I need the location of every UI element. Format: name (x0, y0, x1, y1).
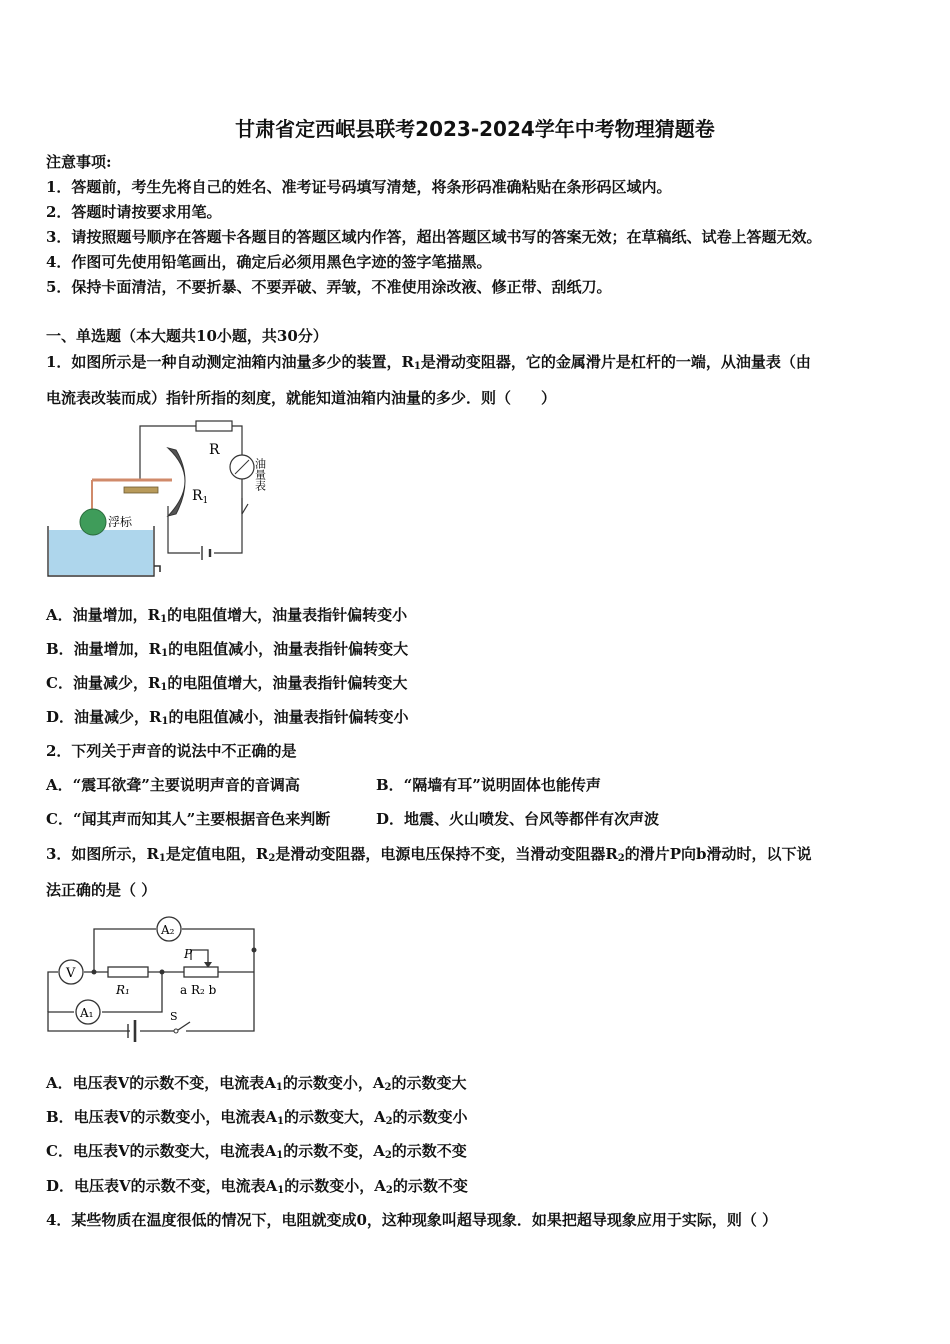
notice-item: 2．答题时请按要求用笔。 (46, 203, 222, 221)
svg-text:V: V (66, 966, 76, 981)
section-heading: 一、单选题（本大题共10小题，共30分） (46, 327, 328, 345)
q1-option-b: B．油量增加，$R_1$的电阻值减小，油量表指针偏转变大 (46, 640, 409, 659)
q2-option-a: A．“震耳欲聋”主要说明声音的音调高 (46, 776, 300, 794)
q1-option-c: C．油量减少，$R_1$的电阻值增大，油量表指针偏转变大 (46, 674, 408, 693)
notice-item: 5．保持卡面清洁，不要折暴、不要弄破、弄皱，不准使用涂改液、修正带、刮纸刀。 (46, 278, 612, 296)
q3-circuit-diagram (44, 912, 264, 1054)
svg-text:A₁: A₁ (80, 1006, 94, 1020)
q1-option-a: A．油量增加，$R_1$的电阻值增大，油量表指针偏转变小 (46, 606, 408, 625)
notice-heading: 注意事项: (46, 153, 112, 171)
notice-item: 3．请按照题号顺序在答题卡各题目的答题区域内作答，超出答题区域书写的答案无效；在草稿纸、试卷上答题无效。 (46, 228, 822, 246)
label-r: R (209, 442, 220, 458)
rheostat-r1 (168, 448, 185, 516)
label-float: 浮标 (108, 515, 133, 529)
q2-option-b: B．“隔墙有耳”说明固体也能传声 (376, 776, 601, 794)
page-title: 甘肃省定西岷县联考2023-2024学年中考物理猜题卷 (235, 117, 715, 141)
svg-text:S: S (170, 1010, 178, 1023)
q3-stem-line2: 法正确的是（ ） (46, 881, 157, 899)
q1-stem-line2: 电流表改装而成）指针所指的刻度，就能知道油箱内油量的多少．则（ ） (46, 389, 557, 407)
svg-text:P: P (184, 947, 193, 961)
label-r1: $R_1$ (192, 488, 209, 506)
notice-item: 4．作图可先使用铅笔画出，确定后必须用黑色字迹的签字笔描黑。 (46, 253, 492, 271)
q2-option-c: C．“闻其声而知其人”主要根据音色来判断 (46, 810, 331, 828)
resistor-r1 (108, 967, 148, 977)
q3-option-a: A．电压表V的示数不变，电流表$A_1$的示数变小，$A_2$的示数变大 (46, 1074, 467, 1093)
label-meter: 油量表 (253, 458, 267, 491)
svg-text:R₁: R₁ (116, 983, 130, 997)
q1-option-d: D．油量减少，$R_1$的电阻值减小，油量表指针偏转变小 (46, 708, 409, 727)
q3-stem: 3．如图所示，$R_1$是定值电阻，$R_2$是滑动变阻器，电源电压保持不变，当滑动变阻器$R_2$的滑片P向b滑动时，以下说 (46, 845, 812, 864)
q4-stem: 4．某些物质在温度很低的情况下，电阻就变成0，这种现象叫超导现象．如果把超导现象应用于实际，则（ ） (46, 1211, 778, 1229)
q1-stem: 1．如图所示是一种自动测定油箱内油量多少的装置，$R_1$是滑动变阻器，它的金属滑片是杠杆的一端，从油量表（由 (46, 353, 811, 372)
q1-oil-gauge-diagram (44, 418, 284, 586)
svg-text:a R₂ b: a R₂ b (180, 983, 217, 997)
notice-item: 1．答题前，考生先将自己的姓名、准考证号码填写清楚，将条形码准确粘贴在条形码区域内。 (46, 178, 672, 196)
q3-option-c: C．电压表V的示数变大，电流表$A_1$的示数不变，$A_2$的示数不变 (46, 1142, 467, 1161)
rheostat-r2 (184, 967, 218, 977)
q3-option-b: B．电压表V的示数变小，电流表$A_1$的示数变大，$A_2$的示数变小 (46, 1108, 468, 1127)
q3-option-d: D．电压表V的示数不变，电流表$A_1$的示数变小，$A_2$的示数不变 (46, 1177, 468, 1196)
float-ball (80, 509, 106, 535)
q2-option-d: D．地震、火山喷发、台风等都伴有次声波 (376, 810, 660, 828)
q2-stem: 2．下列关于声音的说法中不正确的是 (46, 742, 297, 760)
resistor-r (196, 421, 232, 431)
svg-text:A₂: A₂ (161, 923, 175, 937)
